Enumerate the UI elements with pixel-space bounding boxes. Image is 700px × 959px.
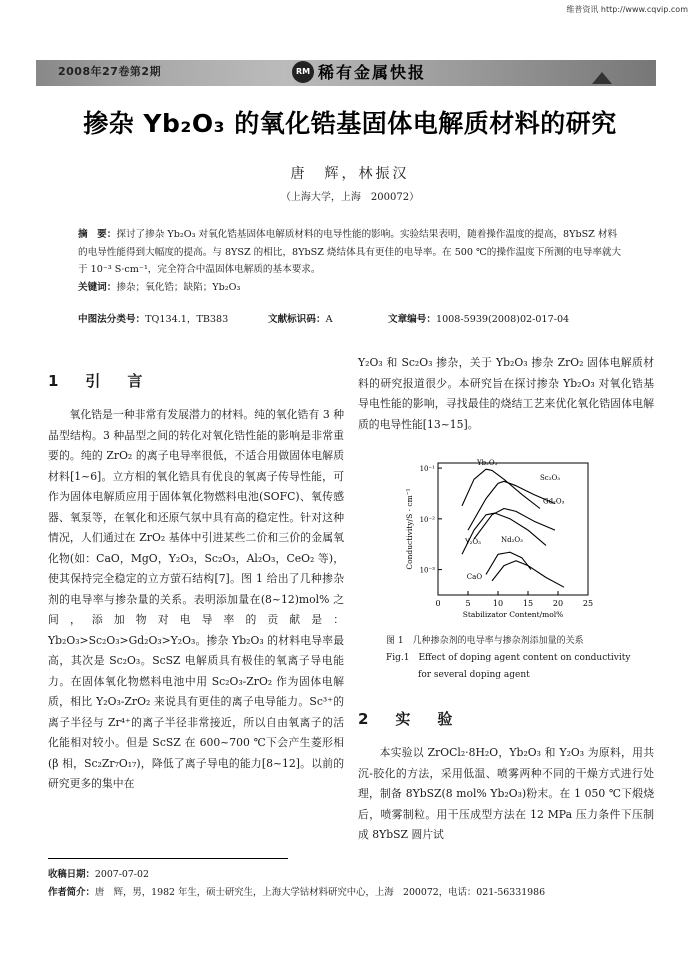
keywords [78, 279, 626, 297]
received-label: 收稿日期： [48, 869, 95, 880]
figure1-captions [358, 633, 654, 684]
x-axis-label: Stabilizator Content/mol% [462, 610, 564, 619]
figure1-caption-cn: 图 1 几种掺杂剂的电导率与掺杂剂添加量的关系 [386, 636, 584, 646]
journal-logo-icon: RM [292, 61, 314, 83]
series-line [468, 481, 555, 530]
bio-value: 唐 辉，男，1982 年生，硕士研究生，上海大学钴材料研究中心，上海 200072，电话：021-56331986 [94, 887, 546, 898]
article-no-label: 文章编号： [388, 314, 436, 325]
series-line [474, 509, 555, 540]
figure1-chart [400, 455, 610, 630]
watermark: 维普资讯 http://www.cqvip.com [566, 5, 688, 14]
x-tick-label: 25 [582, 599, 594, 608]
left-column [48, 405, 344, 795]
experiment-paragraph: 本实验以 ZrOCl₂·8H₂O，Yb₂O₃ 和 Y₂O₃ 为原料，用共沉-胶化的方法，采用低温、喷雾两种不同的干燥方式进行处理，制备 8YbSZ(8 mol% Yb₂O₃)粉末。在 1 050 ℃下煅烧后，喷雾制粒。用干压成型方法在 12 MPa 压力条件下压制成 8YbSZ 圆片试 [358, 746, 654, 841]
x-tick-label: 0 [435, 599, 441, 608]
keywords-text: 掺杂；氧化锆；缺陷；Yb₂O₃ [116, 281, 241, 293]
series-label: CaO [466, 573, 483, 582]
article-no-value: 1008-5939(2008)02-017-04 [435, 314, 570, 325]
keywords-label: 关键词： [78, 281, 117, 293]
affiliation: （上海大学，上海 200072） [280, 192, 420, 203]
y-tick-label: 10⁻³ [419, 566, 435, 575]
intro-paragraph: 氧化锆是一种非常有发展潜力的材料。纯的氧化锆有 3 种晶型结构。3 种晶型之间的转化对氧化锆性能的影响是非常重要的。纯的 ZrO₂ 的离子电导率很低，不适合用做固体电解质材料[1~6]。立方相的氧化锆具有优良的氧离子传导性能，可作为固体电解质应用于固体氧化物燃料电池(SOFC)、氧传感器、氧泵等，在氧化和还原气氛中具有高的稳定性。针对这种情况，人们通过在 ZrO₂ 基体中引进某些二价和三价的金属氧化物(如：CaO，MgO，Y₂O₃，Sc₂O₃，Al₂O₃，CeO₂ 等)，使其保持完全稳定的立方萤石结构[7]。图 1 给出了几种掺杂剂的电导率与掺杂量的关系。表明添加量在(8~12)mol% 之间，添加物对电导率的贡献是：Yb₂O₃>Sc₂O₃>Gd₂O₃>Y₂O₃。掺杂 Yb₂O₃ 的材料电导率最高，其次是 Sc₂O₃。ScSZ 电解质具有极佳的氧离子导电能力。在固体氧化物燃料电池中用 Sc₂O₃-ZrO₂ 作为固体电解质，相比 Y₂O₃-ZrO₂ 来说具有更佳的离子电导能力。Sc³⁺的离子半径与 Zr⁴⁺的离子半径非常接近，所以自由氧离子的活化能相对较小。但是 ScSZ 在 600~700 ℃下会产生菱形相(β 相，Sc₂Zr₇O₁₇)，降低了离子导电的能力[8~12]。以前的研究更多的集中在 [48, 408, 344, 790]
series-label: Nd₂O₃ [501, 535, 523, 544]
bio-label: 作者简介： [48, 887, 95, 898]
series-label: Y₂O₃ [465, 537, 481, 546]
section-heading-experiment: 2 实 验 [358, 710, 459, 728]
abstract [78, 226, 626, 296]
intro-paragraph-continued: Y₂O₃ 和 Sc₂O₃ 掺杂，关于 Yb₂O₃ 掺杂 ZrO₂ 固体电解质材料的研究报道很少。本研究旨在探讨掺杂 Yb₂O₃ 对氧化锆基导电性能的影响，寻找最佳的烧结工艺来优化氧化锆固体电解质的电导性能[13~15]。 [358, 356, 654, 431]
series-label: Sc₂O₃ [540, 474, 561, 483]
received-date [48, 866, 149, 880]
section-heading-intro: 1 引 言 [48, 372, 149, 390]
y-tick-label: 10⁻¹ [419, 465, 435, 474]
abstract-text: 探讨了掺杂 Yb₂O₃ 对氧化锆基固体电解质材料的电导性能的影响。实验结果表明，随着操作温度的提高，8YbSZ 材料的电导性能得到大幅度的提高。与 8YSZ 的相比，8YbSZ 烧结体具有更佳的电导率。在 500 ℃的操作温度下所测的电导率就大于 10⁻³ S·cm⁻¹，完全符合中温固体电解质的基本要求。 [78, 229, 622, 275]
paper-title: 掺杂 Yb₂O₃ 的氧化锆基固体电解质材料的研究 [83, 109, 617, 138]
corner-triangle-icon [592, 72, 612, 84]
y-tick-label: 10⁻² [419, 515, 435, 524]
doc-code-label: 文献标识码： [268, 314, 326, 325]
plot-frame [438, 463, 588, 595]
authors: 唐 辉，林振汉 [290, 166, 410, 182]
figure1-caption-en-1: Fig.1 Effect of doping agent content on conductivity [386, 653, 631, 663]
author-bio [48, 884, 658, 898]
y-axis-label: Conductivity/S · cm⁻¹ [405, 488, 414, 570]
journal-name: 稀有金属快报 [318, 63, 427, 82]
doc-code-value: A [325, 314, 333, 325]
x-tick-label: 20 [552, 599, 564, 608]
classification-label: 中图法分类号： [78, 314, 146, 325]
section2-block [358, 708, 654, 846]
x-tick-label: 10 [492, 599, 504, 608]
issue-label: 2008年27卷第2期 [58, 65, 162, 78]
x-tick-label: 15 [522, 599, 534, 608]
series-line [462, 469, 540, 508]
section1-heading [48, 370, 344, 391]
series-label: Gd₂O₃ [543, 497, 565, 506]
footnote-divider [48, 858, 288, 859]
received-value: 2007-07-02 [94, 869, 149, 880]
abstract-label: 摘 要： [78, 229, 117, 240]
right-column-top [358, 353, 654, 435]
classification-value: TQ134.1，TB383 [145, 314, 229, 325]
figure1-caption-en-2: for several doping agent [418, 670, 530, 680]
series-line [492, 561, 564, 588]
x-tick-label: 5 [465, 599, 471, 608]
series-label: Yb₂O₃ [477, 458, 498, 467]
